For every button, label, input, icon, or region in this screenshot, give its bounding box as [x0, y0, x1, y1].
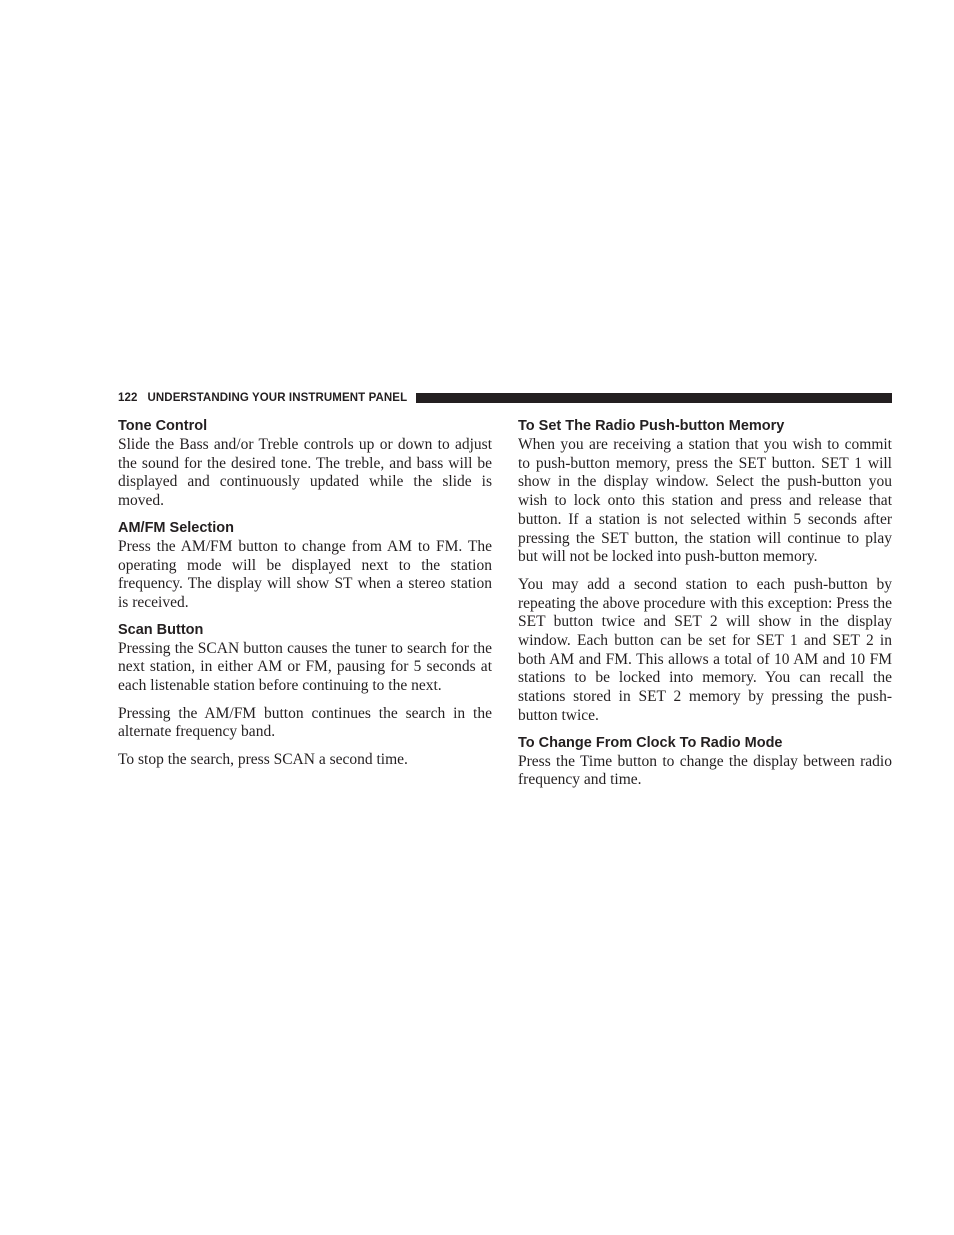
push-button-memory-body-1: When you are receiving a station that you wish to commit to push-button memory, press the SET button. SET 1 will show in the display window. Select the push-button you wish to lock onto this station and press and release that button. If a station is not selected within 5 seconds after pressing the SET button, the station will continue to play but will not be locked into push-button memory. [518, 436, 892, 566]
clock-to-radio-body: Press the Time button to change the display between radio frequency and time. [518, 752, 892, 789]
amfm-selection-heading: AM/FM Selection [118, 519, 235, 536]
tone-control-section [118, 417, 492, 511]
amfm-selection-body: Press the AM/FM button to change from AM to FM. The operating mode will be displayed next to the station frequency. The display will show ST when a stereo station is received. [118, 537, 492, 611]
scan-button-body-2: Pressing the AM/FM button continues the search in the alternate frequency band. [118, 704, 492, 741]
scan-button-body-3: To stop the search, press SCAN a second time. [118, 751, 408, 769]
chapter-title: UNDERSTANDING YOUR INSTRUMENT PANEL [147, 392, 408, 404]
left-column [118, 417, 492, 770]
push-button-memory-section [518, 417, 892, 726]
scan-button-section [118, 621, 492, 770]
amfm-selection-section [118, 519, 492, 613]
right-column [518, 417, 892, 790]
page-number: 122 [118, 392, 138, 404]
tone-control-heading: Tone Control [118, 418, 208, 434]
tone-control-body: Slide the Bass and/or Treble controls up or down to adjust the sound for the desired tone. The treble, and bass will be displayed and continuously updated while the slide is moved. [118, 436, 492, 510]
scan-button-body-1: Pressing the SCAN button causes the tuner to search for the next station, in either AM or FM, pausing for 5 seconds at each listenable station before continuing to the next. [118, 639, 492, 695]
scan-button-heading: Scan Button [118, 621, 204, 638]
page-header [118, 390, 892, 406]
push-button-memory-heading: To Set The Radio Push-button Memory [518, 418, 785, 434]
header-rule [416, 393, 892, 403]
push-button-memory-body-2: You may add a second station to each push-button by repeating the above procedure with this exception: Press the SET button twice and SET 2 will show in the display window. Each button can be set for SET 1 and SET 2 in both AM and FM. This allows a total of 10 AM and 10 FM stations to be locked into memory. You can recall the stations stored in SET 2 memory by pressing the push-button twice. [518, 575, 892, 724]
clock-to-radio-section [518, 734, 892, 790]
clock-to-radio-heading: To Change From Clock To Radio Mode [518, 734, 783, 751]
